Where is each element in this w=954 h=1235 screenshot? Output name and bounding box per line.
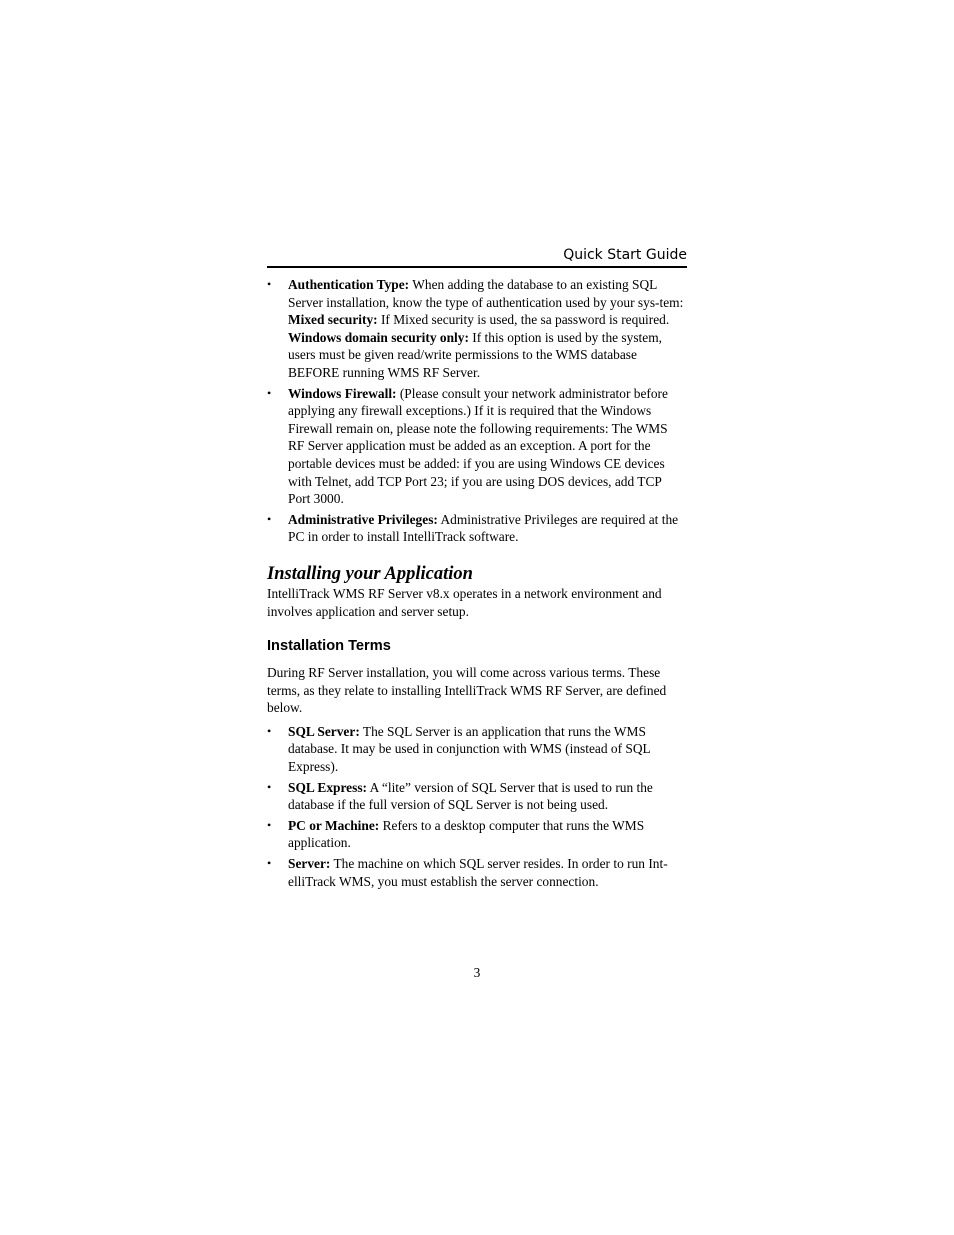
- sub-item: [288, 311, 687, 329]
- item-term: Windows Firewall:: [288, 385, 397, 401]
- item-text: Administrative Privileges are required at the PC in order to install IntelliTrack software.: [288, 511, 679, 545]
- item-text: The machine on which SQL server resides. In order to run Int-elliTrack WMS, you must establish the server connection.: [288, 856, 668, 889]
- bullet-icon: •: [267, 723, 272, 738]
- bullet-icon: •: [267, 779, 272, 794]
- item-term: Administrative Privileges:: [288, 511, 438, 527]
- section-intro: IntelliTrack WMS RF Server v8.x operates in a network environment and involves application and server setup.: [267, 585, 662, 619]
- sub-item-text: If Mixed security is used, the sa password is required.: [377, 312, 670, 328]
- requirements-list: [267, 276, 687, 546]
- list-item: [267, 855, 687, 890]
- list-item: [267, 779, 687, 814]
- page-number: 3: [473, 965, 481, 980]
- sub-item-term: Windows domain security only:: [288, 329, 469, 345]
- sub-item: [288, 329, 687, 382]
- sub-item-text: If this option is used by the system, users must be given read/write permissions to the WMS database BEFORE running WMS RF Server.: [288, 329, 662, 380]
- item-term: Authentication Type:: [288, 277, 410, 292]
- item-term: Server:: [288, 856, 331, 872]
- item-text: A “lite” version of SQL Server that is used to run the database if the full version of SQL Server is not being used.: [288, 779, 653, 813]
- item-term: PC or Machine:: [288, 817, 380, 833]
- item-term: SQL Express:: [288, 779, 368, 795]
- list-item: [267, 817, 687, 852]
- bullet-icon: •: [267, 385, 272, 400]
- sub-item-term: Mixed security:: [288, 312, 378, 328]
- list-item: [267, 385, 687, 508]
- running-header: Quick Start Guide: [563, 247, 687, 263]
- list-item: [267, 276, 687, 382]
- bullet-icon: •: [267, 277, 272, 291]
- bullet-icon: •: [267, 511, 272, 526]
- section-heading: Installing your Application: [267, 563, 473, 584]
- item-text: Refers to a desktop computer that runs the WMS application.: [288, 817, 645, 851]
- item-term: SQL Server:: [288, 723, 360, 739]
- list-item: [267, 723, 687, 776]
- item-text: The SQL Server is an application that runs the WMS database. It may be used in conjunction with WMS (instead of SQL Express).: [288, 723, 651, 775]
- subsection-heading: Installation Terms: [267, 638, 391, 655]
- terms-list: [267, 723, 687, 890]
- page-content: [267, 276, 687, 893]
- item-text: When adding the database to an existing SQL Server installation, know the type of authentication used by your sys-tem:: [288, 277, 684, 310]
- bullet-icon: •: [267, 817, 272, 832]
- header-rule: [267, 266, 687, 268]
- bullet-icon: •: [267, 856, 272, 871]
- list-item: [267, 511, 687, 546]
- subsection-intro: During RF Server installation, you will come across various terms. These terms, as they relate to installing IntelliTrack WMS RF Server, are defined below.: [267, 665, 667, 716]
- item-text: (Please consult your network administrator before applying any firewall exceptions.) If it is required that the Windows Firewall remain on, please note the following requirements: The WMS RF Server application must be added as an exception. A port for the portable devices must be added: if you are using Windows CE devices with Telnet, add TCP Port 23; if you are using DOS devices, add TCP Port 3000.: [288, 385, 668, 507]
